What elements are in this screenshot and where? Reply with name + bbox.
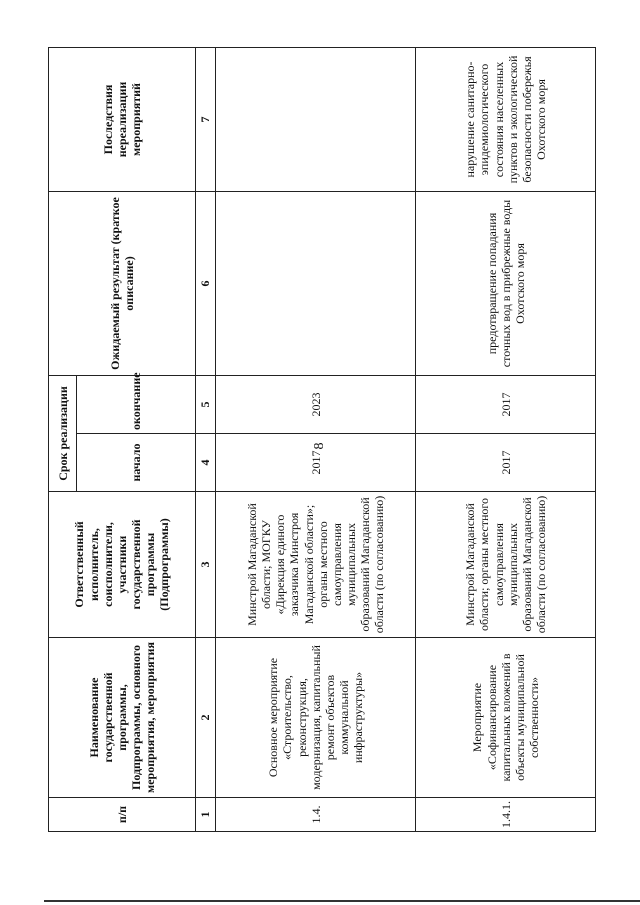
page-number: 8 xyxy=(312,442,327,450)
row-result: предотвращение попадания сточных вод в прибрежные воды Охотского моря xyxy=(416,191,596,375)
header-name: Наименование государственной программы, Подпрограммы, основного мероприятия, мероприятия xyxy=(49,638,196,798)
row-executor: Минстрой Магаданской области; органы местного самоуправления муниципальных образований Магаданской области (по согласованию) xyxy=(416,492,596,638)
header-executor: Ответственный исполнитель, соисполнители, участники государственной программы (Подпрограммы) xyxy=(49,492,196,638)
measures-table xyxy=(48,47,596,832)
row-consequence xyxy=(216,47,416,191)
header-num: п/п xyxy=(49,798,196,832)
header-end: окончание xyxy=(77,375,196,433)
bottom-rule xyxy=(44,900,640,902)
column-number: 5 xyxy=(195,375,215,433)
header-start: начало xyxy=(77,434,196,492)
row-num: 1.4.1. xyxy=(416,798,596,832)
column-number: 4 xyxy=(195,434,215,492)
header-consequence: Последствия нереализации мероприятий xyxy=(49,47,196,191)
column-number: 2 xyxy=(195,638,215,798)
column-number: 1 xyxy=(195,798,215,832)
row-name: Основное мероприятие «Строительство, реконструкция, модернизация, капитальный ремонт объектов коммунальной инфраструктуры» xyxy=(216,638,416,798)
row-consequence: нарушение санитарно-эпидемиологического состояния населенных пунктов и экологической безопасности побережья Охотского моря xyxy=(416,47,596,191)
column-number: 7 xyxy=(195,47,215,191)
row-name: Мероприятие «Софинансирование капитальных вложений в объекты муниципальной собственности» xyxy=(416,638,596,798)
column-number: 6 xyxy=(195,191,215,375)
column-number: 3 xyxy=(195,492,215,638)
table-row xyxy=(216,47,416,831)
table-row xyxy=(416,47,596,831)
row-num: 1.4. xyxy=(216,798,416,832)
header-period: Срок реализации xyxy=(49,375,77,491)
row-result xyxy=(216,191,416,375)
row-executor: Минстрой Магаданской области; МОГКУ «Дирекция единого заказчика Минстроя Магаданской области»; органы местного самоуправления муниципальных образований Магаданской области (по согласованию) xyxy=(216,492,416,638)
header-row xyxy=(49,47,77,831)
row-start: 2017 xyxy=(216,434,416,492)
row-end: 2023 xyxy=(216,375,416,433)
header-result: Ожидаемый результат (краткое описание) xyxy=(49,191,196,375)
row-start: 2017 xyxy=(416,434,596,492)
row-end: 2017 xyxy=(416,375,596,433)
rotated-table-container xyxy=(48,48,596,832)
column-number-row xyxy=(195,47,215,831)
